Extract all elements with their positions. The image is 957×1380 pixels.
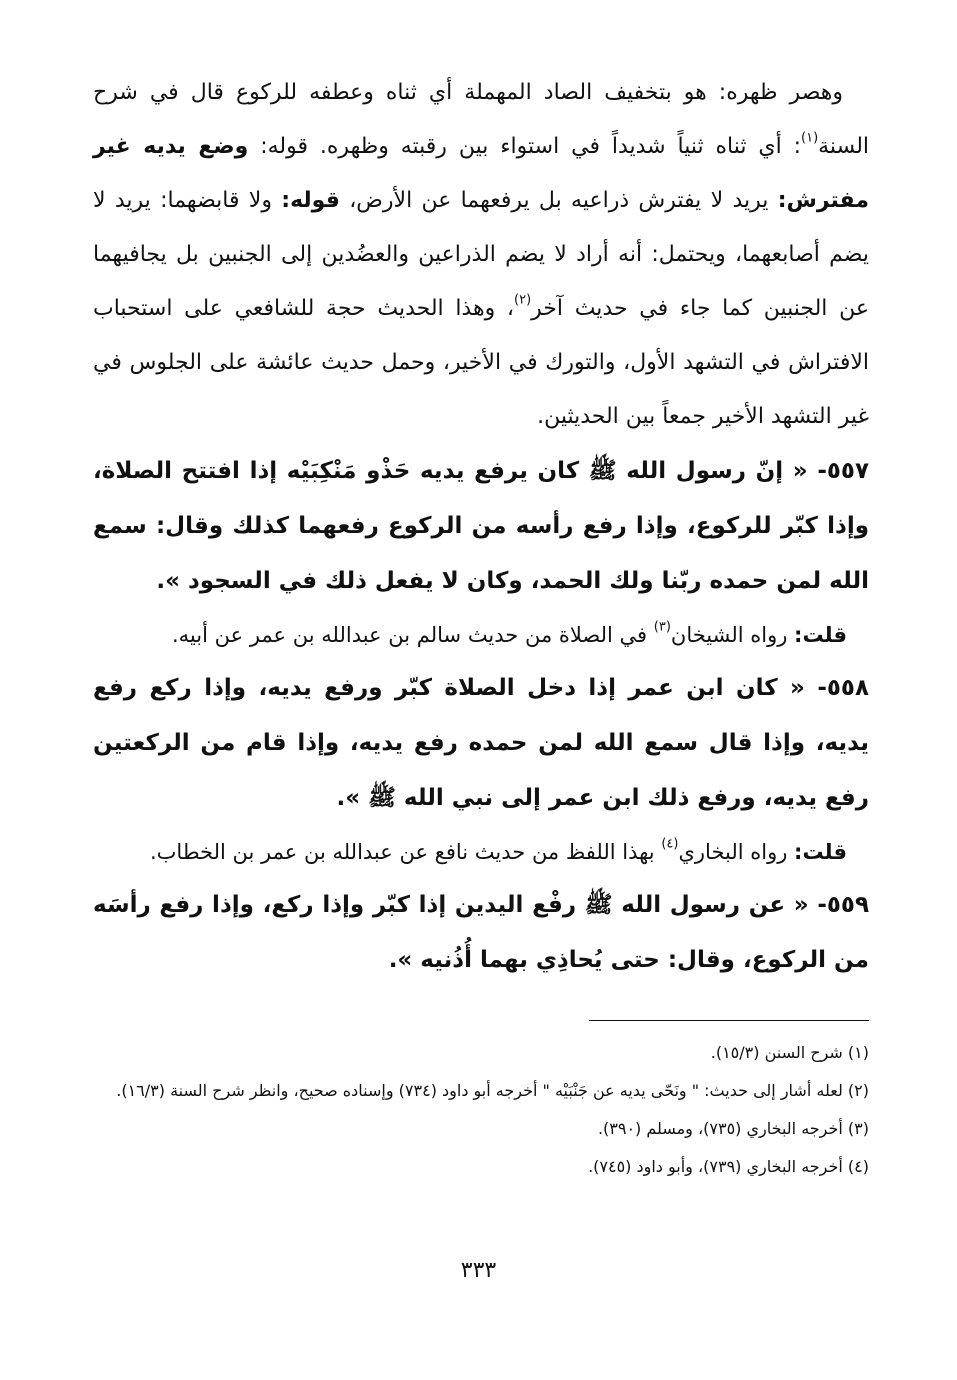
bold-term: وضع يديه غير مفترش:	[93, 134, 869, 213]
bold-term: قوله:	[281, 188, 340, 213]
commentary-558	[93, 826, 869, 878]
commentary-text: وهصر ظهره: هو بتخفيف الصاد المهملة أي ثناه وعطفه للركوع قال في شرح السنة	[93, 80, 870, 159]
footnote-3: (٣) أخرجه البخاري (٧٣٥)، ومسلم (٣٩٠).	[597, 1119, 869, 1138]
commentary-text: في الصلاة من حديث سالم بن عبدالله بن عمر عن أبيه.	[172, 623, 654, 647]
qalt-label: قلت:	[794, 623, 847, 647]
main-text	[93, 66, 869, 988]
commentary-text: ، وهذا الحديث حجة للشافعي على استحباب الافتراش في التشهد الأول، والتورك في الأخير، وحمل حديث عائشة على الجلوس في غير التشهد الأخير جمعاً بين الحديثين.	[93, 296, 869, 429]
commentary-557	[93, 609, 869, 661]
footnote-ref-4: (٤)	[661, 836, 679, 852]
hadith-557: ٥٥٧- « إنّ رسول الله ﷺ كان يرفع يديه حَذْو مَنْكِبَيْه إذا افتتح الصلاة، وإذا كبّر للركوع، وإذا رفع رأسه من الركوع رفعهما كذلك وقال: سمع الله لمن حمده ربّنا ولك الحمد، وكان لا يفعل ذلك في السجود ».	[93, 458, 869, 594]
hadith-559: ٥٥٩- « عن رسول الله ﷺ رفْع اليدين إذا كبّر وإذا ركع، وإذا رفع رأسَه من الركوع، وقال: حتى يُحاذِي بهما أُذُنيه ».	[93, 892, 869, 973]
commentary-text: يريد لا يفترش ذراعيه بل يرفعهما عن الأرض،	[339, 188, 778, 213]
commentary-text: بهذا اللفظ من حديث نافع عن عبدالله بن عمر بن الخطاب.	[149, 840, 662, 864]
footnote-divider	[589, 1020, 869, 1021]
footnote-ref-1: (١)	[801, 130, 819, 146]
page-number: ٣٣٣	[460, 1258, 497, 1283]
commentary-text: رواه الشيخان	[670, 623, 795, 647]
hadith-558: ٥٥٨- « كان ابن عمر إذا دخل الصلاة كبّر ورفع يديه، وإذا ركع رفع يديه، وإذا قال سمع الله لمن حمده رفع يديه، وإذا قام من الركعتين رفع يديه، ورفع ذلك ابن عمر إلى نبي الله ﷺ ».	[93, 675, 869, 811]
footnote-ref-2: (٢)	[514, 292, 532, 308]
commentary-text: ولا قابضهما: يريد لا يضم أصابعهما، ويحتمل: أنه أراد لا يضم الذراعين والعضُدين إلى الجنبين بل يجافيهما عن الجنبين كما جاء في حديث آخر	[93, 188, 869, 321]
commentary-text: رواه البخاري	[678, 840, 795, 864]
footnote-4: (٤) أخرجه البخاري (٧٣٩)، وأبو داود (٧٤٥).	[588, 1157, 869, 1176]
commentary-paragraph	[93, 66, 869, 444]
qalt-label: قلت:	[794, 840, 847, 864]
footnote-2: (٢) لعله أشار إلى حديث: " ونَحّى يديه عن جَنْبَيْه " أخرجه أبو داود (٧٣٤) وإسناده صحيح، وانظر شرح السنة (١٦/٣).	[116, 1081, 869, 1100]
commentary-text: : أي ثناه ثنياً شديداً في استواء بين رقبته وظهره. قوله:	[248, 134, 801, 159]
footnote-ref-3: (٣)	[653, 619, 671, 635]
footnotes	[93, 1034, 869, 1186]
footnote-1: (١) شرح السنن (١٥/٣).	[710, 1043, 869, 1062]
